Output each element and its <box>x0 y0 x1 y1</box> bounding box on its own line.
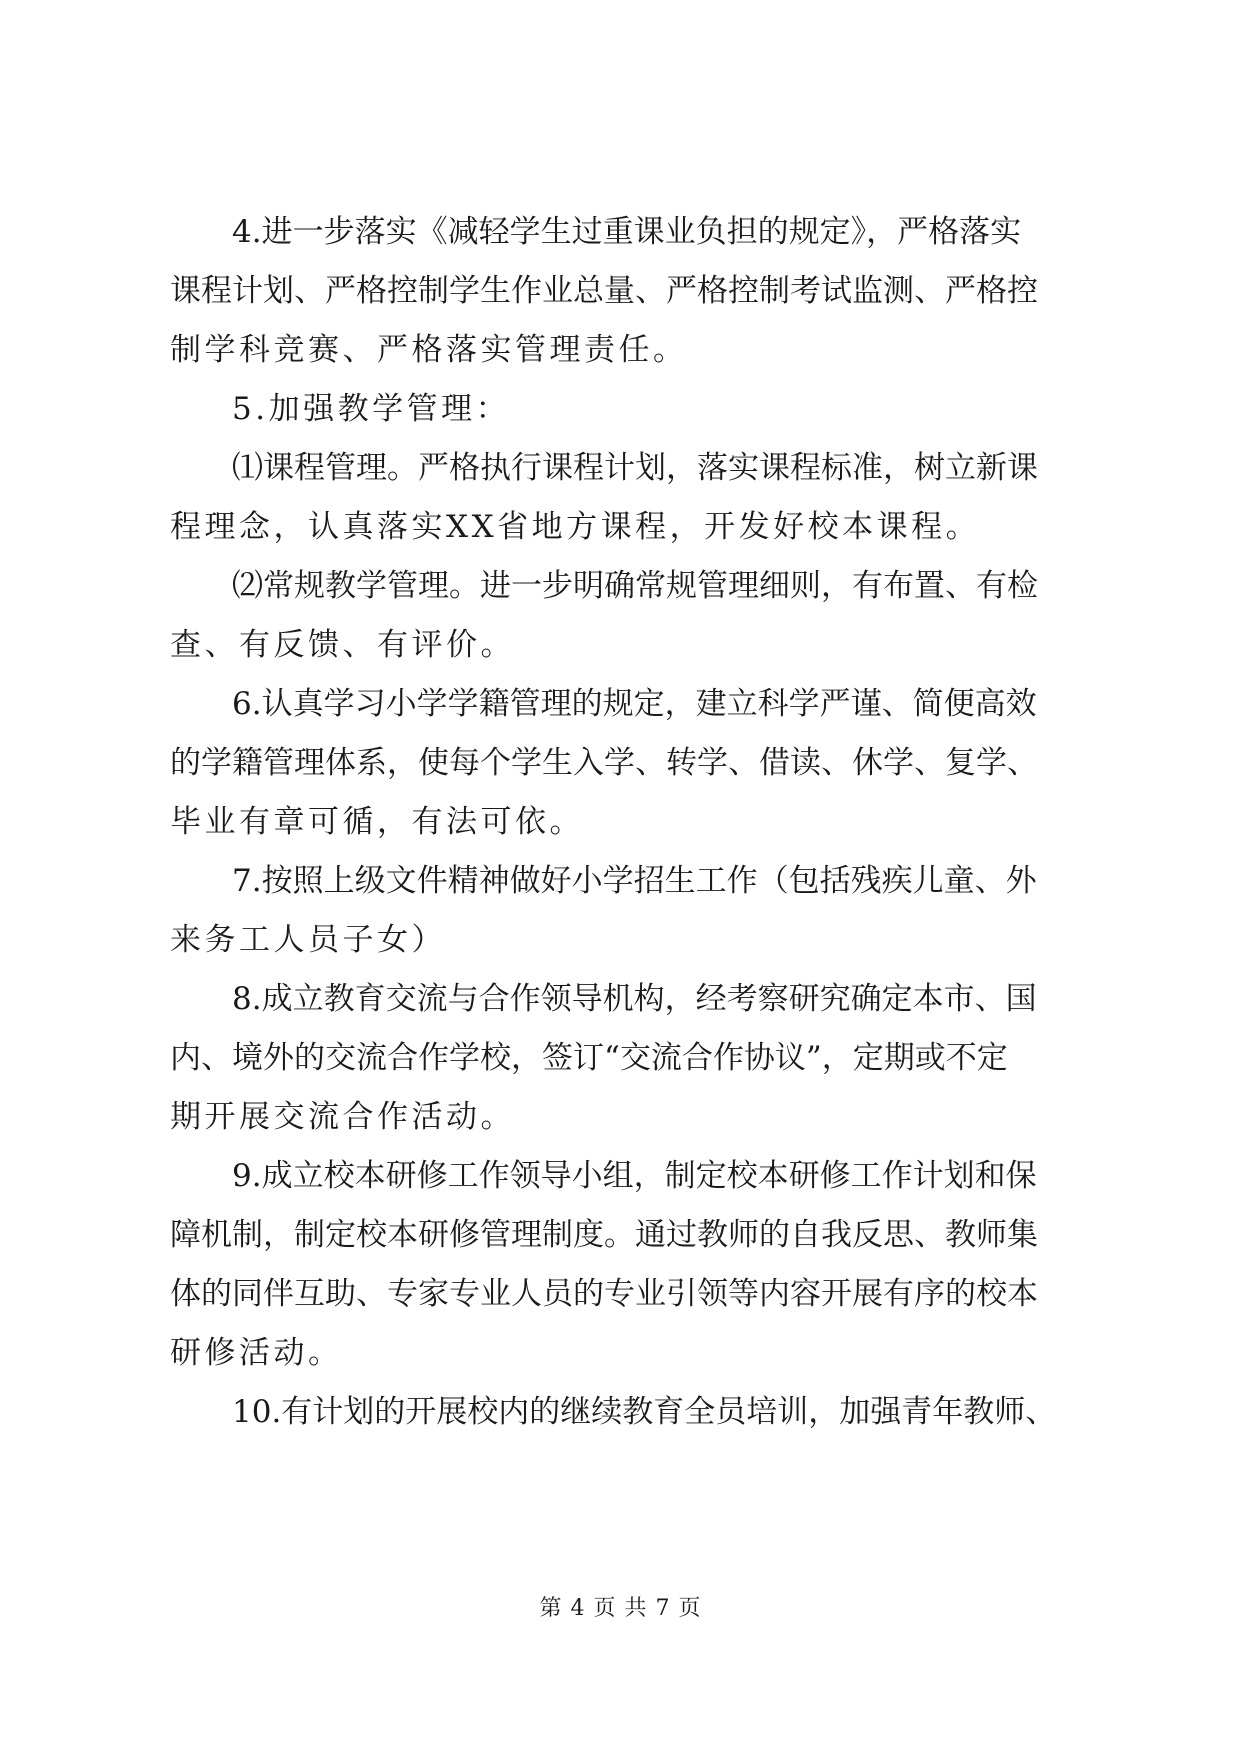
paragraph-line: 期开展交流合作活动。 <box>170 1099 515 1135</box>
paragraph-line: 6.认真学习小学学籍管理的规定，建立科学严谨、简便高效 <box>232 686 1037 722</box>
page-number-footer: 第 4 页 共 7 页 <box>539 1596 702 1621</box>
paragraph-line: 4.进一步落实《减轻学生过重课业负担的规定》，严格落实 <box>232 214 1022 250</box>
paragraph-line: 研修活动。 <box>170 1335 343 1371</box>
paragraph-line: 8.成立教育交流与合作领导机构，经考察研究确定本市、国 <box>232 981 1037 1017</box>
paragraph-line: 的学籍管理体系，使每个学生入学、转学、借读、休学、复学、 <box>170 745 1038 781</box>
paragraph-line: 5.加强教学管理： <box>232 391 511 427</box>
paragraph-line: 毕业有章可循，有法可依。 <box>170 804 584 840</box>
paragraph-line: 障机制，制定校本研修管理制度。通过教师的自我反思、教师集 <box>170 1217 1038 1253</box>
paragraph-line: 10.有计划的开展校内的继续教育全员培训，加强青年教师、 <box>232 1394 1057 1430</box>
paragraph-line: 7.按照上级文件精神做好小学招生工作（包括残疾儿童、外 <box>232 863 1037 899</box>
paragraph-line: 来务工人员子女） <box>170 922 446 958</box>
paragraph-line: 9.成立校本研修工作领导小组，制定校本研修工作计划和保 <box>232 1158 1037 1194</box>
paragraph-line: 程理念，认真落实XX省地方课程，开发好校本课程。 <box>170 509 981 545</box>
paragraph-line: 体的同伴互助、专家专业人员的专业引领等内容开展有序的校本 <box>170 1276 1038 1312</box>
paragraph-line: 制学科竞赛、严格落实管理责任。 <box>170 332 688 368</box>
paragraph-line: ⑵常规教学管理。进一步明确常规管理细则，有布置、有检 <box>232 568 1038 604</box>
paragraph-line: ⑴课程管理。严格执行课程计划，落实课程标准，树立新课 <box>232 450 1038 486</box>
paragraph-line: 课程计划、严格控制学生作业总量、严格控制考试监测、严格控 <box>170 273 1038 309</box>
paragraph-line: 查、有反馈、有评价。 <box>170 627 515 663</box>
paragraph-line: 内、境外的交流合作学校，签订“交流合作协议”，定期或不定 <box>170 1040 1008 1076</box>
